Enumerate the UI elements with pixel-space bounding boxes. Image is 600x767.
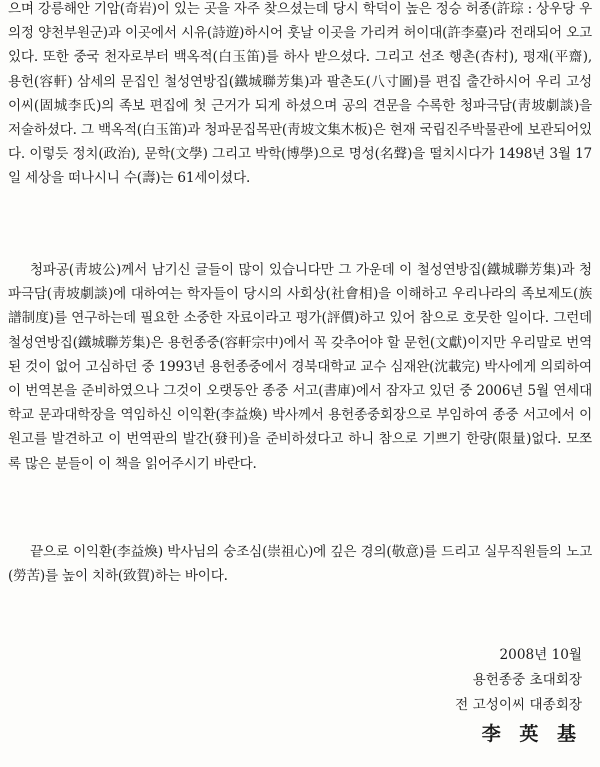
signature-name: 李 英 基 xyxy=(481,723,582,745)
signature-title-2: 전 고성이씨 대종회장 xyxy=(455,697,582,713)
paragraph-1: 으며 강릉해안 기암(奇岩)이 있는 곳을 자주 찾으셨는데 당시 학덕이 높은 정승 허종(許琮 : 상우당 우의정 양천부원군)과 이곳에서 시유(詩遊)하시어 훗날 이곳을 가리켜 허이대(許李臺)라 전래되어 오고 있다. 또한 중국 천자로부터 백옥적(白玉笛)를 하사 받으셨다. 그리고 선조 행촌(杏村), 평재(平齋), 용헌(容軒) 삼세의 문집인 철성연방집(鐵城聯芳集)과 팔촌도(八寸圖)를 편집 출간하시어 우리 고성이씨(固城李氏)의 족보 편집에 첫 근거가 되게 하셨으며 공의 견문을 수록한 청파극담(靑坡劇談)을 저술하셨다. 그 백옥적(白玉笛)과 청파문집목판(靑坡文集木板)은 현재 국립진주박물관에 보관되어있다. 이렇듯 정치(政治), 문학(文學) 그리고 박학(博學)으로 명성(名聲)을 떨치시다가 1498년 3월 17일 세상을 떠나시니 수(壽)는 61세이셨다. xyxy=(8,1,592,187)
signature-block xyxy=(455,643,582,747)
signature-date: 2008년 10월 xyxy=(499,647,582,663)
signature-title-1: 용헌종중 초대회장 xyxy=(472,672,582,688)
paragraph-3: 끝으로 이익환(李益煥) 박사님의 숭조심(崇祖心)에 깊은 경의(敬意)를 드리고 실무직원들의 노고(勞苦)를 높이 치하(致賀)하는 바이다. xyxy=(8,544,592,585)
paragraph-2: 청파공(靑坡公)께서 남기신 글들이 많이 있습니다만 그 가운데 이 철성연방집(鐵城聯芳集)과 청파극담(靑坡劇談)에 대하여는 학자들이 당시의 사회상(社會相)을 이해하고 우리나라의 족보제도(族譜制度)를 연구하는데 필요한 소중한 자료이라고 평가(評價)하고 있어 참으로 호뭇한 일이다. 그런데 철성연방집(鐵城聯芳集)은 용헌종중(容軒宗中)에서 꼭 갖추어야 할 문헌(文獻)이지만 우리말로 번역된 것이 없어 고심하던 중 1993년 용헌종중에서 경북대학교 교수 심재완(沈載完) 박사에게 의뢰하여 이 번역본을 준비하였으나 그것이 오랫동안 종중 서고(書庫)에서 잠자고 있던 중 2006년 5월 연세대학교 문과대학장을 역임하신 이익환(李益煥) 박사께서 용헌종중회장으로 부임하여 종중 서고에서 이 원고를 발견하고 이 번역판의 발간(發刊)을 준비하셨다고 하니 참으로 기쁘기 한량(限量)없다. 모쪼록 많은 분들이 이 책을 읽어주시기 바란다. xyxy=(8,262,592,472)
